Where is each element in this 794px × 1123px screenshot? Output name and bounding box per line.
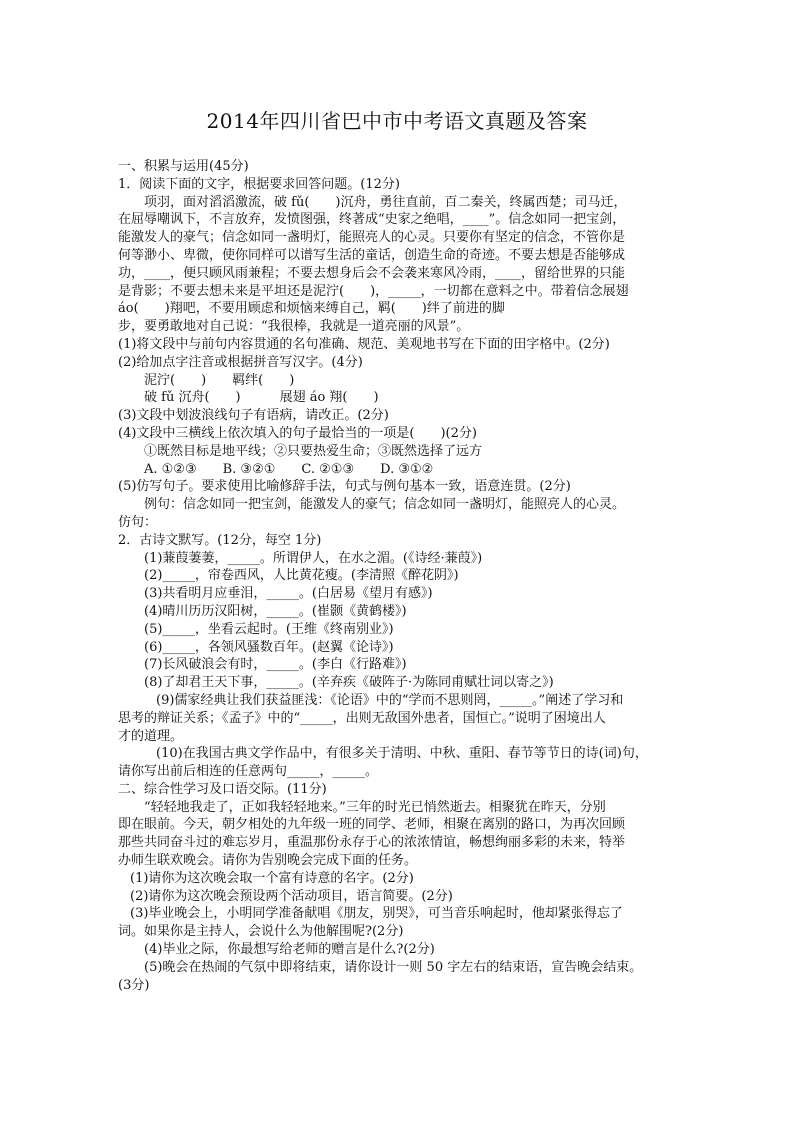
- text-line: 步，要勇敢地对自己说：“我很棒，我就是一道亮丽的风景”。: [118, 319, 470, 335]
- text-line: 才的道理。: [118, 728, 184, 744]
- text-line: 能激发人的豪气；信念如同一盏明灯，能照亮人的心灵。只要你有坚定的信念，不管你是: [118, 230, 626, 246]
- text-line: (1)请你为这次晚会取一个富有诗意的名字。(2分): [130, 870, 414, 886]
- text-line: (1)将文段中与前句内容贯通的名句准确、规范、美观地书写在下面的田字格中。(2分): [118, 336, 610, 352]
- text-line: 仿句：: [118, 514, 158, 530]
- text-line: (5)晚会在热闹的气氛中即将结束，请你设计一则 50 字左右的结束语，宣告晚会结束。: [144, 959, 643, 975]
- text-line: (4)晴川历历汉阳树，_____。(崔颢《黄鹤楼》): [144, 603, 407, 619]
- text-line: 泥泞( ) 羁绊( ): [144, 372, 295, 388]
- text-line: 何等渺小、卑微，使你同样可以谱写生活的童话，创造生命的奇迹。不要去想是否能够成: [118, 247, 626, 263]
- text-line: (4)毕业之际，你最想写给老师的赠言是什么?(2分): [144, 942, 435, 958]
- text-line: 一、积累与运用(45分): [118, 159, 249, 174]
- text-line: 2．古诗文默写。(12分，每空 1分): [118, 532, 322, 548]
- text-line: (5)_____，坐看云起时。(王维《终南别业》): [144, 621, 394, 637]
- text-line: 项羽，面对滔滔激流，破 fǔ( )沉舟，勇往直前，百二秦关，终属西楚；司马迁，: [144, 194, 627, 210]
- document-body: [118, 158, 678, 994]
- text-line: (1)蒹葭萋萋，_____。所谓伊人，在水之湄。(《诗经·蒹葭》): [144, 550, 483, 566]
- text-line: (5)仿写句子。要求使用比喻修辞手法，句式与例句基本一致，语意连贯。(2分): [118, 479, 571, 495]
- text-line: (6)_____，各领风骚数百年。(赵翼《论诗》): [144, 639, 394, 655]
- text-line: 思考的辩证关系；《孟子》中的“_____，出则无敌国外患者，国恒亡。”说明了困境出人: [118, 710, 606, 726]
- text-line: 请你写出前后相连的任意两句_____，_____。: [118, 764, 379, 780]
- text-line: A. ①②③ B. ③②① C. ②①③ D. ③①②: [144, 461, 434, 477]
- text-line: 例句：信念如同一把宝剑，能激发人的豪气；信念如同一盏明灯，能照亮人的心灵。: [144, 497, 626, 513]
- text-line: 即在眼前。今天，朝夕相处的九年级一班的同学、老师，相聚在离别的路口，为再次回顾: [118, 817, 626, 833]
- text-line: 那些共同奋斗过的难忘岁月，重温那份永存于心的浓浓情谊，畅想绚丽多彩的未来，特举: [118, 835, 626, 851]
- text-line: (3分): [118, 977, 150, 993]
- text-line: (2)给加点字注音或根据拼音写汉字。(4分): [118, 354, 363, 370]
- text-line: 二、综合性学习及口语交际。(11分): [118, 781, 327, 797]
- text-line: (3)文段中划波浪线句子有语病，请改正。(2分): [118, 408, 389, 424]
- text-line: 办师生联欢晚会。请你为告别晚会完成下面的任务。: [118, 853, 418, 869]
- text-line: 词。如果你是主持人，会说什么为他解围呢?(2分): [118, 924, 404, 940]
- text-line: 1．阅读下面的文字，根据要求回答问题。(12分): [118, 176, 400, 192]
- text-line: (3)共看明月应垂泪，_____。(白居易《望月有感》): [144, 586, 433, 602]
- text-line: (2)请你为这次晚会预设两个活动项目，语言简要。(2分): [130, 888, 453, 904]
- text-line: 是背影；不要去想未来是平坦还是泥泞( )，_____，一切都在意料之中。带着信念展翅: [118, 283, 629, 299]
- text-line: “轻轻地我走了，正如我轻轻地来。”三年的时光已悄然逝去。相聚犹在昨天，分别: [144, 799, 606, 815]
- text-line: áo( )翔吧，不要用顾虑和烦恼来缚自己，羁( )绊了前进的脚: [118, 301, 505, 317]
- text-line: (7)长风破浪会有时，_____。(李白《行路难》): [144, 657, 407, 673]
- document-title: 2014年四川省巴中市中考语文真题及答案: [206, 109, 588, 133]
- text-line: (10)在我国古典文学作品中，有很多关于清明、中秋、重阳、春节等节日的诗(词)句，: [156, 746, 648, 762]
- text-line: (9)儒家经典让我们获益匪浅：《论语》中的“学而不思则罔，_____。”阐述了学习和: [156, 692, 624, 708]
- text-line: 功，____，便只顾风雨兼程；不要去想身后会不会袭来寒风冷雨，____，留给世界的只能: [118, 265, 626, 281]
- text-line: ①既然目标是地平线；②只要热爱生命；③既然选择了远方: [144, 443, 483, 459]
- text-line: 在屈辱嘲讽下，不言放弃，发愤图强，终著成“史家之绝唱，____”。信念如同一把宝剑，: [118, 212, 626, 228]
- text-line: (2)_____，帘卷西风，人比黄花瘦。(李清照《醉花阴》): [144, 568, 459, 584]
- text-line: (4)文段中三横线上依次填入的句子最恰当的一项是( )(2分): [118, 425, 477, 441]
- text-line: (3)毕业晚会上，小明同学准备献唱《朋友，别哭》，可当音乐响起时，他却紧张得忘了: [130, 906, 623, 922]
- text-line: (8)了却君王天下事，_____。(辛弃疾《破阵子·为陈同甫赋壮词以寄之》): [144, 675, 554, 691]
- text-line: 破 fǔ 沉舟( ) 展翅 áo 翔( ): [144, 390, 379, 406]
